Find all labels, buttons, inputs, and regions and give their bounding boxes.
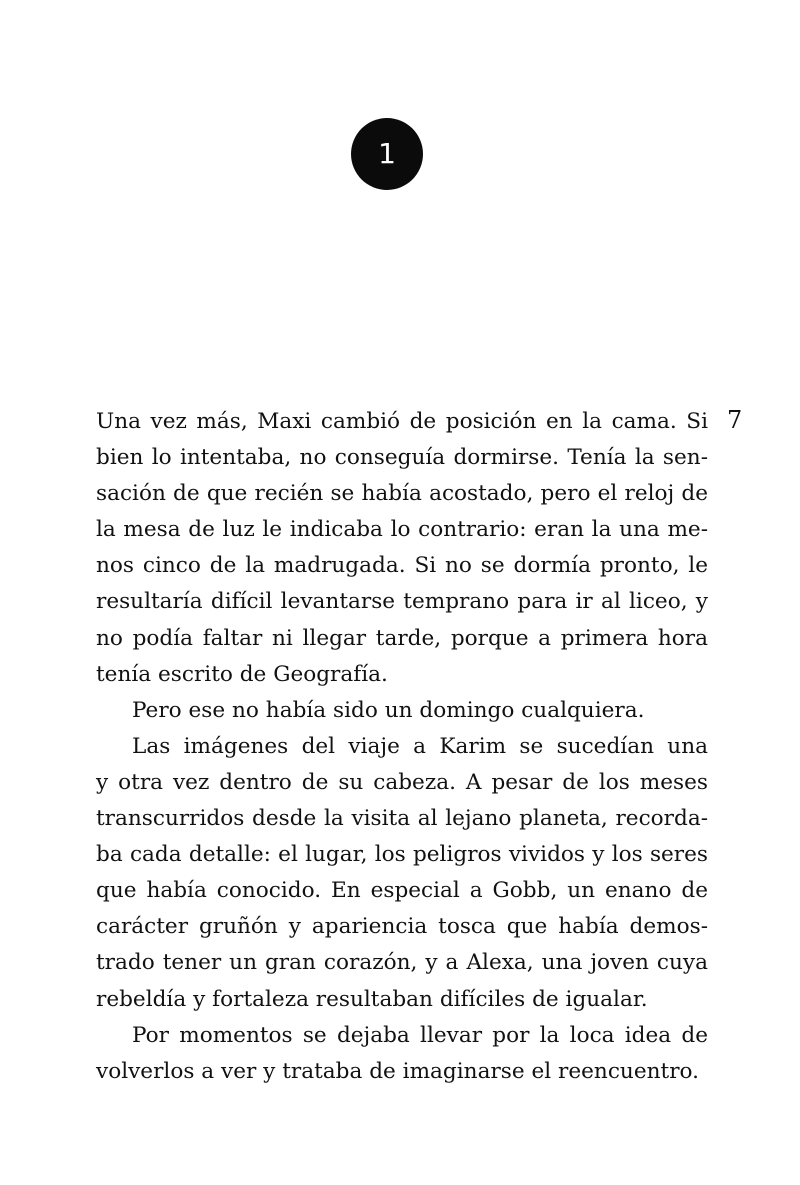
text-line: que había conocido. En especial a Gobb, un enano de bbox=[96, 878, 708, 904]
text-line: la mesa de luz le indicaba lo contrario: eran la una me- bbox=[96, 517, 708, 543]
text-line: carácter gruñón y apariencia tosca que había demos- bbox=[96, 914, 708, 940]
text-line: Por momentos se dejaba llevar por la loca idea de bbox=[132, 1022, 708, 1048]
paragraph-3 bbox=[96, 729, 708, 1018]
text-line: tenía escrito de Geografía. bbox=[96, 661, 388, 687]
text-line: no podía faltar ni llegar tarde, porque a primera hora bbox=[96, 625, 708, 651]
body-text bbox=[96, 404, 708, 1090]
page-number: 7 bbox=[727, 406, 743, 434]
text-line: volverlos a ver y trataba de imaginarse el reencuentro. bbox=[96, 1058, 700, 1084]
text-line: trado tener un gran corazón, y a Alexa, una joven cuya bbox=[96, 950, 708, 976]
paragraph-1 bbox=[96, 404, 708, 693]
chapter-number-badge bbox=[351, 118, 423, 190]
text-line: Las imágenes del viaje a Karim se sucedían una bbox=[132, 733, 708, 759]
text-line: rebeldía y fortaleza resultaban difíciles de igualar. bbox=[96, 986, 648, 1012]
text-line: Una vez más, Maxi cambió de posición en la cama. Si bbox=[96, 409, 708, 434]
paragraph-4 bbox=[96, 1018, 708, 1090]
text-line: resultaría difícil levantarse temprano para ir al liceo, y bbox=[96, 589, 708, 615]
text-line: ba cada detalle: el lugar, los peligros vividos y los seres bbox=[96, 842, 708, 868]
chapter-number: 1 bbox=[378, 137, 396, 170]
text-line: Pero ese no había sido un domingo cualquiera. bbox=[132, 697, 645, 723]
text-line: sación de que recién se había acostado, pero el reloj de bbox=[96, 481, 708, 507]
text-line: bien lo intentaba, no conseguía dormirse. Tenía la sen- bbox=[96, 445, 708, 471]
text-line: nos cinco de la madrugada. Si no se dormía pronto, le bbox=[96, 553, 708, 579]
text-line: y otra vez dentro de su cabeza. A pesar de los meses bbox=[96, 769, 708, 795]
text-line: transcurridos desde la visita al lejano planeta, recorda- bbox=[96, 806, 708, 832]
paragraph-2 bbox=[96, 693, 708, 729]
